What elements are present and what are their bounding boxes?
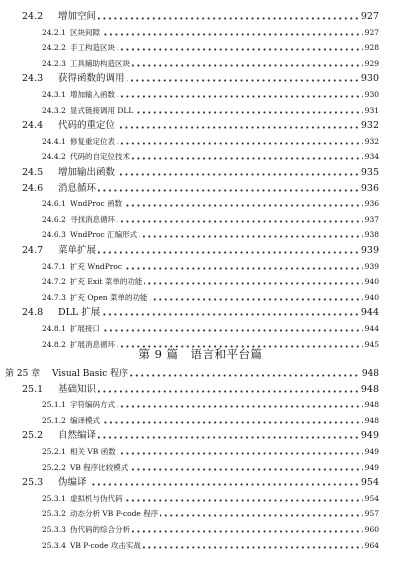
entry-page-number: 964	[363, 538, 379, 554]
entry-number: 25.3.2	[42, 509, 66, 519]
entry-number: 24.8.2	[42, 339, 66, 349]
toc-entry-sub	[0, 87, 401, 103]
entry-number: 24.3.2	[42, 105, 66, 115]
entry-number: 25.1.1	[42, 400, 66, 410]
entry-title: 增加输出函数	[58, 165, 117, 181]
leader-dots	[58, 9, 365, 25]
toc-entry-sub	[0, 149, 401, 165]
entry-number: 24.3.1	[42, 90, 66, 99]
part-title: 第 9 篇 语言和平台篇	[138, 347, 263, 361]
entry-page-number: 931	[363, 103, 379, 119]
toc-entry-sub	[0, 40, 401, 56]
entry-title: 工具辅助构造区块	[70, 56, 132, 72]
entry-title: 扩展消息循环	[70, 337, 117, 353]
entry-number: 24.6	[22, 182, 44, 194]
entry-number: 25.1.2	[42, 415, 66, 425]
entry-title: 扩展接口	[70, 321, 102, 337]
entry-page-number: 949	[359, 428, 379, 444]
entry-title: 扩充 Open 菜单的功能	[70, 290, 150, 306]
toc-entry-sec	[0, 243, 401, 259]
toc-entry-sec	[0, 181, 401, 197]
entry-number: 24.4.1	[42, 136, 66, 146]
entry-number: 25.1	[22, 383, 44, 395]
entry-title: 自然编译	[58, 428, 98, 444]
toc-entry-sub	[0, 538, 401, 554]
toc-entry-sub	[0, 321, 401, 337]
entry-title: 虚拟机与伪代码	[70, 491, 125, 507]
entry-title: 伪编译	[58, 475, 89, 491]
entry-page-number: 939	[363, 259, 379, 275]
entry-title: 代码的重定位	[58, 118, 117, 134]
leader-dots	[70, 413, 365, 429]
entry-page-number: 948	[363, 413, 379, 429]
toc-entry-sub	[0, 212, 401, 228]
entry-number: 24.7.2	[42, 277, 66, 287]
toc-entry-sub	[0, 274, 401, 290]
toc-entry-sec	[0, 382, 401, 398]
entry-number: 24.2.1	[42, 27, 66, 37]
entry-number: 25.3	[22, 477, 44, 489]
entry-page-number: 949	[363, 460, 379, 476]
entry-number: 25.2	[22, 430, 44, 442]
entry-number: 24.7.3	[42, 292, 66, 302]
entry-title: 相关 VB 函数	[70, 444, 118, 460]
leader-dots	[58, 243, 365, 259]
leader-dots	[70, 321, 365, 337]
entry-title: 伪代码的综合分析	[70, 522, 132, 538]
entry-title: 扩充 WndProc	[70, 259, 124, 275]
entry-page-number: 938	[363, 227, 379, 243]
entry-title: 代码的自定位技术	[70, 149, 132, 165]
toc-entry-sec	[0, 475, 401, 491]
entry-number: 24.6.2	[42, 214, 66, 224]
entry-page-number: 927	[359, 9, 379, 25]
toc-entry-sec	[0, 428, 401, 444]
toc-entry-sub	[0, 290, 401, 306]
entry-page-number: 957	[363, 506, 379, 522]
entry-page-number: 934	[363, 149, 379, 165]
entry-title: 区块间隙	[70, 25, 102, 41]
entry-title: 手工构造区块	[70, 40, 117, 56]
entry-title: Visual Basic 程序	[52, 366, 130, 382]
entry-number: 24.2	[22, 11, 44, 22]
entry-title: 动态分析 VB P-code 程序	[70, 506, 160, 522]
toc-entry-sub	[0, 444, 401, 460]
leader-dots	[58, 382, 365, 398]
toc-entry-sec	[0, 165, 401, 181]
entry-page-number: 948	[363, 397, 379, 413]
toc-entry-sub	[0, 227, 401, 243]
toc-entry-sub	[0, 196, 401, 212]
entry-title: 修复重定位表	[70, 134, 117, 150]
entry-page-number: 930	[363, 87, 379, 103]
entry-title: 字符编码方式	[70, 397, 117, 413]
entry-title: 扩充 Exit 菜单的功能	[70, 274, 144, 290]
entry-page-number: 936	[359, 181, 379, 197]
entry-title: 菜单扩展	[58, 243, 98, 259]
entry-page-number: 948	[360, 366, 379, 382]
toc-entry-sec	[0, 71, 401, 87]
entry-page-number: 929	[363, 56, 379, 72]
entry-page-number: 928	[363, 40, 379, 56]
entry-title: WndProc 函数	[70, 196, 124, 212]
toc-entry-sub	[0, 460, 401, 476]
entry-title: 显式链接调用 DLL	[70, 103, 135, 119]
entry-page-number: 960	[363, 522, 379, 538]
entry-number: 24.8.1	[42, 324, 66, 333]
leader-dots	[58, 305, 365, 321]
entry-number: 24.4	[22, 120, 44, 132]
entry-page-number: 945	[363, 337, 379, 353]
toc-entry-sub	[0, 56, 401, 72]
leader-dots	[58, 475, 365, 491]
entry-number: 24.6.1	[42, 199, 66, 209]
toc-entry-sub	[0, 103, 401, 119]
entry-title: VB P-code 攻击实战	[70, 538, 143, 554]
toc-entry-sub	[0, 259, 401, 275]
entry-number: 24.4.2	[42, 152, 66, 162]
entry-page-number: 927	[363, 25, 379, 41]
toc-entry-sub	[0, 491, 401, 507]
entry-page-number: 954	[359, 475, 379, 491]
entry-page-number: 935	[359, 165, 379, 181]
entry-title: 增加空间	[58, 9, 98, 25]
entry-number: 24.2.2	[42, 43, 66, 53]
entry-page-number: 944	[363, 321, 379, 337]
entry-title: VB 程序比较模式	[70, 460, 130, 476]
entry-title: 编译模式	[70, 413, 102, 429]
leader-dots	[58, 428, 365, 444]
entry-page-number: 940	[363, 290, 379, 306]
entry-number: 24.3	[22, 73, 44, 85]
entry-title: 消息循环	[58, 181, 98, 197]
entry-page-number: 932	[363, 134, 379, 150]
entry-number: 24.7	[22, 245, 44, 256]
entry-number: 24.2.3	[42, 58, 66, 68]
entry-page-number: 937	[363, 212, 379, 228]
entry-page-number: 940	[363, 274, 379, 290]
entry-page-number: 954	[363, 491, 379, 507]
entry-page-number: 948	[359, 382, 379, 398]
entry-title: 增加输入函数	[70, 87, 117, 103]
entry-number: 25.3.3	[42, 525, 66, 534]
entry-title: 获得函数的调用	[58, 71, 127, 87]
entry-number: 24.7.1	[42, 261, 66, 271]
toc-entry-sec	[0, 305, 401, 321]
entry-page-number: 939	[359, 243, 379, 259]
entry-number: 24.8	[22, 307, 44, 319]
entry-page-number: 930	[359, 71, 379, 87]
toc-entry-sub	[0, 413, 401, 429]
entry-number: 24.6.3	[42, 230, 66, 240]
entry-number: 25.3.1	[42, 493, 66, 503]
toc-entry-sub	[0, 134, 401, 150]
entry-page-number: 949	[363, 444, 379, 460]
entry-number: 25.3.4	[42, 540, 66, 550]
leader-dots	[58, 181, 365, 197]
entry-title: DLL 扩展	[58, 305, 102, 321]
toc-entry-sub	[0, 522, 401, 538]
toc-entry-sub	[0, 25, 401, 41]
entry-title: WndProc 汇编形式	[70, 227, 139, 243]
leader-dots	[70, 25, 365, 41]
entry-page-number: 936	[363, 196, 379, 212]
toc-entry-sec	[0, 9, 401, 25]
toc-entry-sub	[0, 397, 401, 413]
entry-number: 24.5	[22, 167, 44, 178]
entry-page-number: 932	[359, 118, 379, 134]
entry-number: 第 25 章	[5, 369, 41, 379]
toc-entry-sub	[0, 506, 401, 522]
entry-number: 25.2.2	[42, 462, 66, 472]
toc-entry-chap	[0, 366, 401, 382]
entry-page-number: 944	[359, 305, 379, 321]
entry-title: 寻找消息循环	[70, 212, 117, 228]
entry-title: 基础知识	[58, 382, 98, 398]
entry-number: 25.2.1	[42, 447, 66, 456]
toc-entry-sec	[0, 118, 401, 134]
